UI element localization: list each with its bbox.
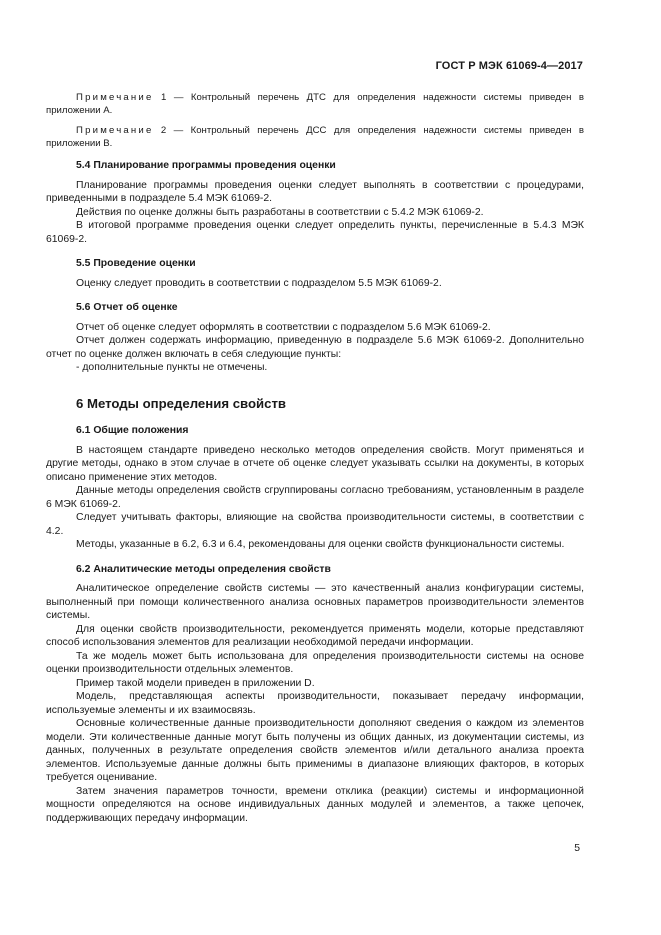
page-number: 5 <box>574 843 580 854</box>
note-1 <box>46 91 584 117</box>
paragraph: Затем значения параметров точности, времени отклика (реакции) системы и информационной мощности определяются на основе индивидуальных данных модулей и элементов, а также цепочек, поддерживающих передачу информации. <box>46 785 584 824</box>
document-header: ГОСТ Р МЭК 61069-4—2017 <box>435 60 583 72</box>
note-text: 2 — Контрольный перечень ДСС для определения надежности системы приведен в приложении В. <box>46 125 584 149</box>
paragraph: Следует учитывать факторы, влияющие на свойства производительности системы, в соответствии с 4.2. <box>46 512 584 537</box>
paragraph: Аналитическое определение свойств системы — это качественный анализ конфигурации системы, выполненный при помощи количественного анализа основных параметров производительности элементов системы. <box>46 583 584 621</box>
section-heading-6-2: 6.2 Аналитические методы определения свойств <box>76 563 331 575</box>
paragraph: Основные количественные данные производительности дополняют сведения о каждом из элементов модели. Эти количественные данные могут быть получены из общих данных, из документации системы, из данных, полученных в результате определения свойств элементов и/или детального анализа проекта элементов. Используемые данные должны быть применимы в диапазоне влияющих факторов, в которых требуется оценивание. <box>46 718 584 783</box>
section-heading-6-1: 6.1 Общие положения <box>76 425 189 436</box>
paragraph: Оценку следует проводить в соответствии с подразделом 5.5 МЭК 61069-2. <box>76 277 442 289</box>
paragraph: Та же модель может быть использована для определения производительности системы на основе оценки производительности отдельных элементов. <box>46 650 584 675</box>
paragraph: Для оценки свойств производительности, рекомендуется применять модели, которые представляют способ использования элементов для реализации необходимой передачи информации. <box>46 623 584 648</box>
paragraph: Пример такой модели приведен в приложении D. <box>76 677 315 689</box>
paragraph: Отчет об оценке следует оформлять в соответствии с подразделом 5.6 МЭК 61069-2. <box>76 321 491 333</box>
note-label: Примечание <box>76 125 154 136</box>
paragraph: В итоговой программе проведения оценки следует определить пункты, перечисленные в 5.4.3 МЭК 61069-2. <box>46 220 584 245</box>
paragraph: Данные методы определения свойств сгруппированы согласно требованиям, установленным в разделе 6 МЭК 61069-2. <box>46 485 584 510</box>
section-heading-6: 6 Методы определения свойств <box>76 395 287 411</box>
section-heading-5-4: 5.4 Планирование программы проведения оценки <box>76 160 336 171</box>
page-content <box>46 91 584 825</box>
paragraph: Планирование программы проведения оценки следует выполнять в соответствии с процедурами, приведенными в подразделе 5.4 МЭК 61069-2. <box>46 179 584 204</box>
paragraph: Отчет должен содержать информацию, приведенную в подразделе 5.6 МЭК 61069-2. Дополнительно отчет по оценке должен включать в себя следующие пункты: <box>46 335 584 360</box>
section-heading-5-6: 5.6 Отчет об оценке <box>76 302 178 313</box>
note-text: 1 — Контрольный перечень ДТС для определения надежности системы приведен в приложении А. <box>46 92 584 116</box>
paragraph: Действия по оценке должны быть разработаны в соответствии с 5.4.2 МЭК 61069-2. <box>76 206 484 218</box>
paragraph: Методы, указанные в 6.2, 6.3 и 6.4, рекомендованы для оценки свойств функциональности системы. <box>76 539 565 550</box>
note-2 <box>46 124 584 150</box>
list-item: - дополнительные пункты не отмечены. <box>76 362 268 373</box>
paragraph: Модель, представляющая аспекты производительности, показывает передачу информации, используемые элементы и их взаимосвязь. <box>46 691 584 716</box>
section-heading-5-5: 5.5 Проведение оценки <box>76 258 196 269</box>
note-label: Примечание <box>76 92 154 103</box>
paragraph: В настоящем стандарте приведено несколько методов определения свойств. Могут применяться и другие методы, однако в этом случае в отчете об оценке следует указывать ссылки на документы, в которых описано применение этих методов. <box>46 444 584 483</box>
